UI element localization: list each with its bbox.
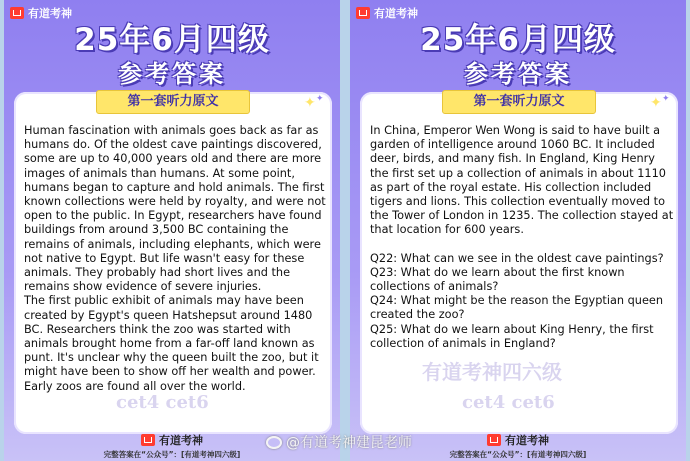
- page-title: 25年6月四级: [74, 22, 270, 58]
- transcript-paragraph: Human fascination with animals goes back as far as humans do. Of the oldest cave paintings discovered, some are up to 40,000 years old and there are more images of animals than humans. At some point, humans began to capture and hold animals. The first known collections were held by royalty, and were not open to the public. In Egypt, researchers have found buildings from around 3,500 BC containing the remains of animals, including elephants, which were not native to Egypt. But life wasn't easy for these animals. They probably had short lives and the remains show evidence of severe injuries.: [24, 124, 330, 294]
- page-title: 25年6月四级: [420, 22, 616, 58]
- question-item: Q23: What do we learn about the first known collections of animals?: [370, 265, 629, 294]
- page-subtitle: 参考答案: [464, 60, 572, 88]
- brand-name: 有道考神: [505, 434, 549, 447]
- section-label: 第一套听力原文: [96, 90, 250, 114]
- weibo-watermark: [266, 432, 412, 452]
- sparkle-icon: ✦: [650, 95, 662, 111]
- brand-name: 有道考神: [28, 7, 72, 20]
- answer-panel-right: [350, 0, 686, 461]
- answer-panel-left: [4, 0, 340, 461]
- transcript-paragraph: The first public exhibit of animals may have been created by Egypt's queen Hatshepsut around 1480 BC. Researchers think the zoo was started with animals brought home from a far-off land known as punt. It's unclear why the queen built the zoo, but it might have been to show off her wealth and power. Early zoos are found all over the world.: [24, 294, 323, 393]
- transcript-paragraph: In China, Emperor Wen Wong is said to have built a garden of intelligence around 1060 BC. It included deer, birds, and many fish. In England, King Henry the first set up a collection of animals in about 1110 as part of the royal estate. His collection included tigers and lions. This collection eventually moved to the Tower of London in 1235. The collection stayed at that location for 600 years.: [370, 124, 677, 237]
- transcript-text: [24, 124, 330, 394]
- sparkle-icon: ✦: [304, 95, 316, 111]
- question-item: Q22: What can we see in the oldest cave paintings?: [370, 251, 664, 265]
- footer-note: 完整答案在“公众号”：[有道考神四六级]: [449, 450, 587, 459]
- question-list: [370, 252, 676, 351]
- watermark-en: cet4 cet6: [462, 392, 555, 413]
- weibo-icon: [266, 436, 282, 449]
- weibo-handle: @有道考神建昆老师: [286, 435, 412, 451]
- transcript-text: [370, 124, 676, 351]
- sparkle-small-icon: ✦: [662, 94, 670, 104]
- brand-name: 有道考神: [159, 434, 203, 447]
- youdao-logo-icon: [487, 434, 501, 446]
- watermark-en: cet4 cet6: [116, 392, 209, 413]
- sparkle-small-icon: ✦: [316, 94, 324, 104]
- page-subtitle: 参考答案: [118, 60, 226, 88]
- youdao-logo-icon: [141, 434, 155, 446]
- watermark-cn: 有道考神四六级: [422, 360, 562, 384]
- question-item: Q25: What do we learn about King Henry, the first collection of animals in England?: [370, 322, 658, 350]
- brand-name: 有道考神: [374, 7, 418, 20]
- question-item: Q24: What might be the reason the Egyptian queen created the zoo?: [370, 294, 667, 322]
- section-label: 第一套听力原文: [442, 90, 596, 114]
- footer-note: 完整答案在“公众号”：[有道考神四六级]: [103, 450, 241, 459]
